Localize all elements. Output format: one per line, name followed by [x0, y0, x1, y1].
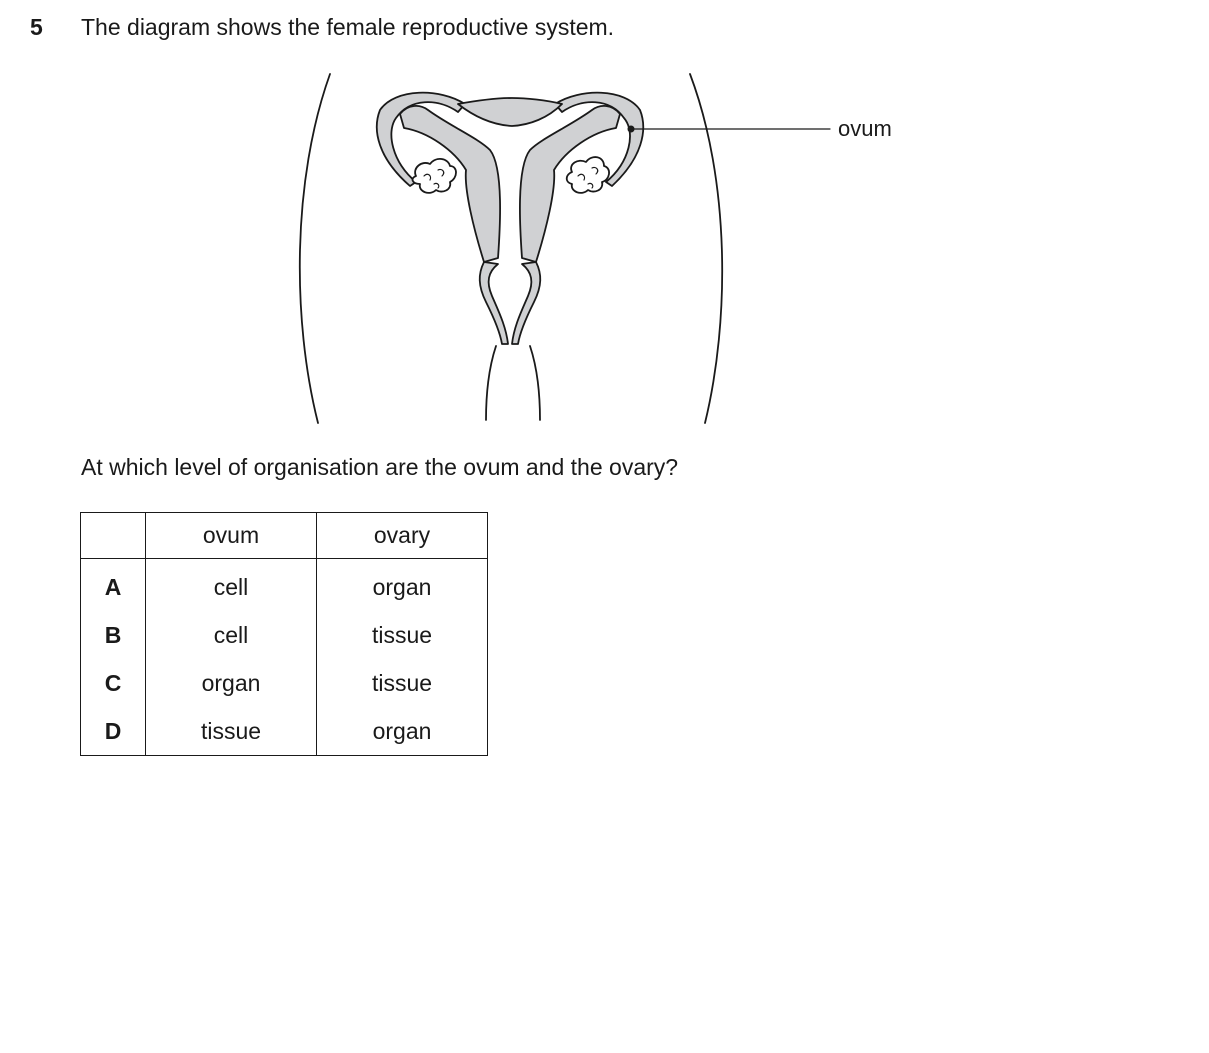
header-blank [81, 513, 146, 559]
ovum-dot [628, 126, 635, 133]
header-ovum: ovum [146, 513, 317, 559]
left-ovary [413, 159, 456, 193]
uterus-fundus [458, 98, 562, 126]
question-stem: The diagram shows the female reproductive system. [81, 14, 615, 40]
reproductive-system-diagram [0, 0, 1209, 450]
option-letter: C [81, 659, 146, 707]
table-row [81, 611, 488, 659]
option-ovary: organ [317, 559, 488, 612]
vagina-left [486, 346, 496, 420]
answer-table [80, 512, 488, 756]
option-ovum: cell [146, 611, 317, 659]
option-letter: A [81, 559, 146, 612]
question-prompt: At which level of organisation are the ovum and the ovary? [81, 454, 679, 480]
option-ovum: organ [146, 659, 317, 707]
option-ovary: tissue [317, 659, 488, 707]
table-row [81, 559, 488, 612]
option-letter: D [81, 707, 146, 756]
header-ovary: ovary [317, 513, 488, 559]
ovum-label: ovum [838, 116, 892, 141]
vagina-right [530, 346, 540, 420]
option-letter: B [81, 611, 146, 659]
cervix-left [480, 262, 508, 344]
option-ovum: cell [146, 559, 317, 612]
right-ovary [567, 157, 609, 193]
option-ovary: organ [317, 707, 488, 756]
option-ovum: tissue [146, 707, 317, 756]
cervix-right [512, 262, 540, 344]
table-header-row [81, 513, 488, 559]
table-row [81, 707, 488, 756]
option-ovary: tissue [317, 611, 488, 659]
question-number: 5 [30, 14, 43, 40]
body-outline-left [300, 74, 330, 423]
body-outline-right [690, 74, 722, 423]
table-row [81, 659, 488, 707]
